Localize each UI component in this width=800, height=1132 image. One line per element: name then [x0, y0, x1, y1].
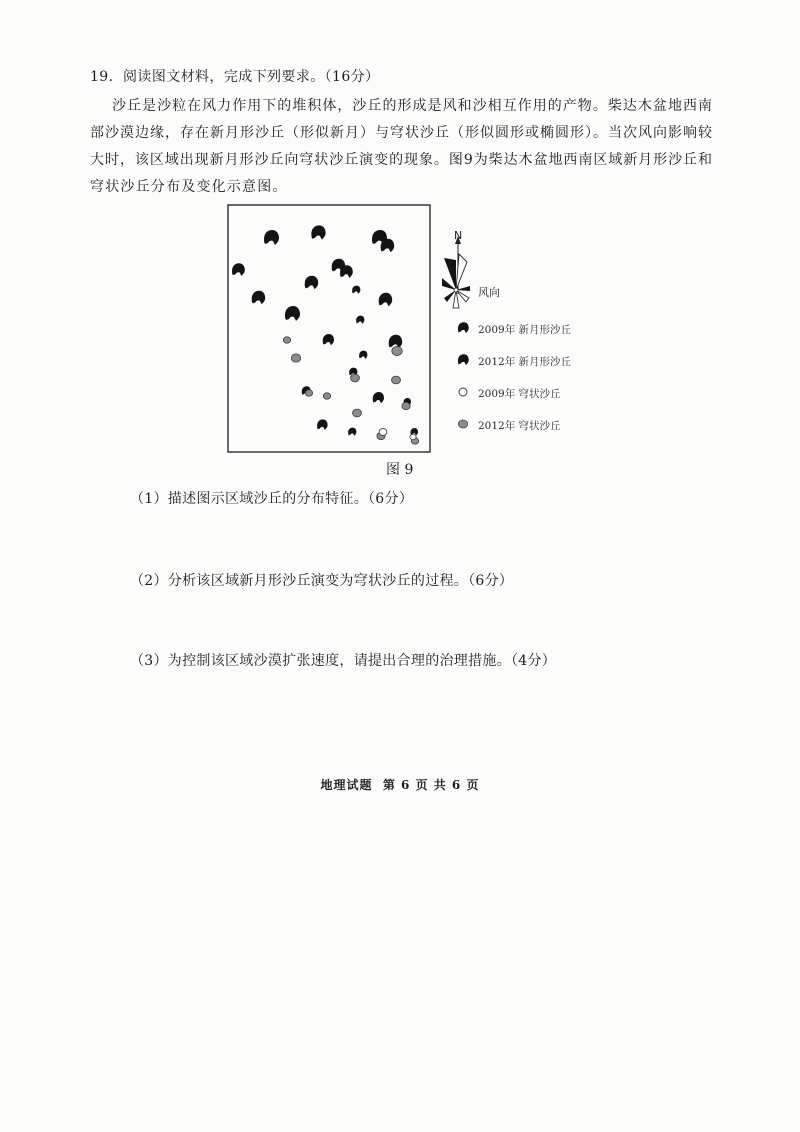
dome-dune-2012 [392, 376, 401, 384]
dome-dune-2012 [283, 337, 290, 343]
dome-2012-icon [458, 420, 467, 428]
wind-direction-label: 风向 [478, 286, 500, 299]
dune-marks [232, 225, 419, 444]
dome-dune-2012 [323, 393, 330, 399]
dome-dune-2009 [379, 429, 387, 436]
barchan-2009-icon [458, 322, 469, 333]
barchan-dune [352, 286, 360, 294]
dome-dune-2012 [353, 409, 362, 417]
barchan-dune [264, 230, 279, 245]
dome-dune-2012 [392, 346, 402, 355]
page-footer: 地理试题 第 6 页 共 6 页 [320, 778, 480, 792]
legend-label-dome-2009: 2009年 穹状沙丘 [478, 388, 561, 400]
legend-label-dome-2012: 2012年 穹状沙丘 [478, 420, 561, 432]
material-line-3: 大时，该区域出现新月形沙丘向穹状沙丘演变的现象。图9为柴达木盆地西南区域新月形沙丘和 [90, 152, 712, 168]
figure-caption: 图 9 [386, 462, 414, 478]
dome-dune-2012 [291, 354, 300, 362]
north-label: N [454, 229, 463, 242]
barchan-dune [356, 316, 364, 324]
material-line-2: 部沙漠边缘，存在新月形沙丘（形似新月）与穹状沙丘（形似圆形或椭圆形）。当次风向影响较 [90, 125, 712, 141]
barchan-dune [317, 419, 328, 430]
barchan-2012-icon [458, 354, 469, 365]
wind-rose-center [454, 288, 458, 292]
barchan-dune [348, 428, 356, 436]
material-line-1: 沙丘是沙粒在风力作用下的堆积体，沙丘的形成是风和沙相互作用的产物。柴达木盆地西南 [112, 98, 712, 114]
barchan-dune [379, 293, 393, 307]
sub-question-2: （2）分析该区域新月形沙丘演变为穹状沙丘的过程。（6分） [130, 573, 514, 589]
dome-2009-icon [459, 388, 467, 396]
question-heading: 19．阅读图文材料，完成下列要求。（16分） [90, 69, 380, 85]
barchan-dune [359, 351, 367, 359]
barchan-dune [323, 334, 334, 345]
barchan-dune [305, 276, 319, 290]
barchan-dune [252, 291, 266, 305]
barchan-dune [232, 263, 245, 276]
map-frame [228, 205, 430, 452]
sub-question-3: （3）为控制该区域沙漠扩张速度，请提出合理的治理措施。（4分） [130, 653, 557, 669]
dome-dune-2009 [410, 434, 416, 440]
sub-question-1: （1）描述图示区域沙丘的分布特征。（6分） [130, 491, 414, 507]
wind-rose-icon [442, 236, 470, 308]
barchan-dune [373, 392, 384, 403]
barchan-dune [311, 225, 325, 239]
material-line-4: 穹状沙丘分布及变化示意图。 [90, 179, 288, 195]
dome-dune-2012 [402, 402, 410, 409]
legend-label-barchan-2012: 2012年 新月形沙丘 [478, 356, 572, 368]
barchan-dune [285, 306, 300, 321]
legend-label-barchan-2009: 2009年 新月形沙丘 [478, 324, 572, 336]
dome-dune-2012 [305, 390, 312, 396]
dome-dune-2012 [351, 374, 360, 382]
